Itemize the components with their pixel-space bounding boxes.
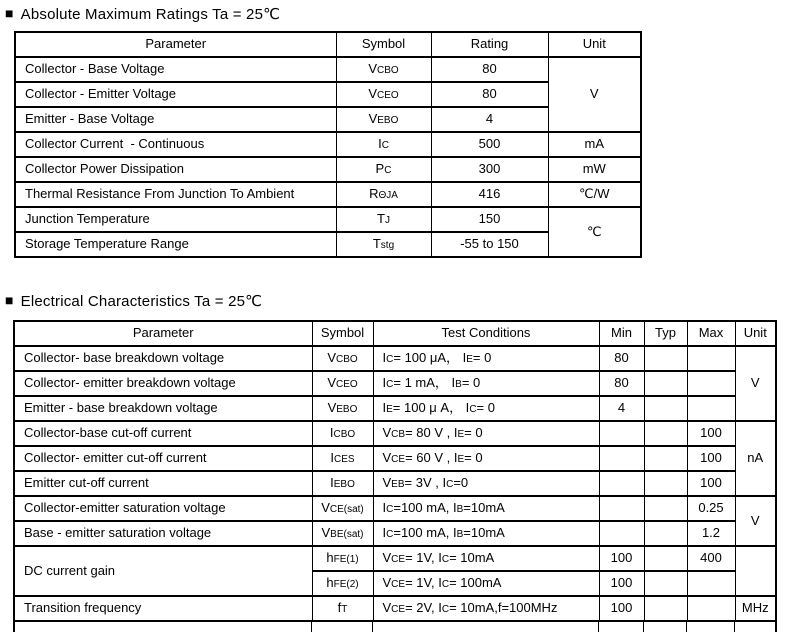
- subscript: C: [446, 479, 454, 491]
- cell-symbol: RΘJA: [336, 182, 431, 207]
- table-continuation-line: [372, 622, 373, 632]
- cell-min: [599, 471, 644, 496]
- cell-parameter: Emitter - base breakdown voltage: [14, 396, 312, 421]
- cell-rating: -55 to 150: [431, 232, 548, 257]
- cell-symbol: hFE(1): [312, 546, 373, 571]
- cell-conditions: VEB= 3V , IC=0: [373, 471, 599, 496]
- cell-parameter: Collector- emitter breakdown voltage: [14, 371, 312, 396]
- subscript: BE(sat): [330, 529, 364, 541]
- cell-symbol: VEBO: [312, 396, 373, 421]
- cell-typ: [644, 571, 687, 596]
- electrical-characteristics-table: [13, 320, 777, 622]
- table-row: [14, 446, 776, 471]
- subscript: C: [386, 354, 394, 366]
- table-continuation-line: [598, 622, 599, 632]
- table-row: [14, 521, 776, 546]
- cell-typ: [644, 546, 687, 571]
- header-row: [15, 32, 641, 57]
- subscript: C: [441, 554, 450, 566]
- table-row: [14, 471, 776, 496]
- subscript: CE: [391, 454, 406, 466]
- cell-unit: [735, 546, 776, 596]
- cell-max: [687, 396, 735, 421]
- subscript: CE(sat): [329, 504, 364, 516]
- cell-min: 4: [599, 396, 644, 421]
- subscript: CBO: [333, 429, 356, 441]
- cell-unit: mW: [548, 157, 641, 182]
- cell-symbol: IC: [336, 132, 431, 157]
- cell-parameter: Storage Temperature Range: [15, 232, 336, 257]
- cell-symbol: fT: [312, 596, 373, 621]
- cell-conditions: IC= 1 mA， IB= 0: [373, 371, 599, 396]
- subscript: C: [441, 579, 450, 591]
- cell-rating: 150: [431, 207, 548, 232]
- subscript: C: [441, 604, 450, 616]
- cell-parameter: Collector-base cut-off current: [14, 421, 312, 446]
- cell-parameter: Collector - Base Voltage: [15, 57, 336, 82]
- cell-min: 80: [599, 346, 644, 371]
- cell-min: [599, 496, 644, 521]
- cell-parameter: Collector Current - Continuous: [15, 132, 336, 157]
- table-continuation-line: [13, 622, 15, 632]
- subscript: CE: [391, 554, 406, 566]
- cell-max: [687, 596, 735, 621]
- abs-max-section-title: [5, 5, 280, 23]
- cell-min: [599, 446, 644, 471]
- col-header-symbol: Symbol: [336, 32, 431, 57]
- table-row: [14, 371, 776, 396]
- cell-unit: ℃/W: [548, 182, 641, 207]
- cell-rating: 500: [431, 132, 548, 157]
- table-continuation-line: [734, 622, 735, 632]
- cell-parameter: Collector- base breakdown voltage: [14, 346, 312, 371]
- cell-symbol: IEBO: [312, 471, 373, 496]
- cell-parameter: Collector Power Dissipation: [15, 157, 336, 182]
- cell-symbol: VCEO: [312, 371, 373, 396]
- subscript: B: [456, 529, 464, 541]
- cell-rating: 80: [431, 82, 548, 107]
- cell-symbol: VBE(sat): [312, 521, 373, 546]
- cell-typ: [644, 346, 687, 371]
- cell-typ: [644, 496, 687, 521]
- cell-typ: [644, 371, 687, 396]
- table-row: [15, 82, 641, 107]
- cell-conditions: VCE= 60 V , IE= 0: [373, 446, 599, 471]
- cell-typ: [644, 396, 687, 421]
- table-row: [14, 396, 776, 421]
- cell-symbol: TJ: [336, 207, 431, 232]
- subscript: C: [386, 379, 394, 391]
- cell-symbol: VCEO: [336, 82, 431, 107]
- cell-max: 100: [687, 446, 735, 471]
- cell-unit: V: [735, 496, 776, 546]
- subscript: stg: [380, 240, 395, 252]
- subscript: C: [381, 140, 389, 152]
- elec-char-section-title: [5, 292, 262, 310]
- section-bullet-icon: ■: [5, 292, 14, 308]
- cell-min: 100: [599, 546, 644, 571]
- cell-parameter: Emitter cut-off current: [14, 471, 312, 496]
- col-header-min: Min: [599, 321, 644, 346]
- subscript: B: [455, 379, 462, 391]
- cell-conditions: VCE= 2V, IC= 10mA,f=100MHz: [373, 596, 599, 621]
- header-row: [14, 321, 776, 346]
- table-row: [15, 57, 641, 82]
- table-continuation-line: [311, 622, 312, 632]
- cell-parameter: DC current gain: [14, 546, 312, 596]
- cell-unit: V: [548, 57, 641, 132]
- cell-min: 100: [599, 596, 644, 621]
- subscript: C: [384, 165, 392, 177]
- col-header-conditions: Test Conditions: [373, 321, 599, 346]
- cell-min: [599, 421, 644, 446]
- table-row: [15, 207, 641, 232]
- cell-conditions: IE= 100 μ A， IC= 0: [373, 396, 599, 421]
- cell-symbol: Tstg: [336, 232, 431, 257]
- subscript: EBO: [336, 404, 358, 416]
- section-bullet-icon: ■: [5, 5, 14, 21]
- subscript: CEO: [377, 90, 399, 102]
- cell-parameter: Emitter - Base Voltage: [15, 107, 336, 132]
- cell-parameter: Thermal Resistance From Junction To Ambient: [15, 182, 336, 207]
- cell-unit: ℃: [548, 207, 641, 257]
- table-row: [15, 132, 641, 157]
- col-header-parameter: Parameter: [15, 32, 336, 57]
- col-header-typ: Typ: [644, 321, 687, 346]
- cell-conditions: VCE= 1V, IC= 100mA: [373, 571, 599, 596]
- subscript: C: [386, 529, 394, 541]
- cell-max: [687, 346, 735, 371]
- table-row: [15, 107, 641, 132]
- cell-min: 100: [599, 571, 644, 596]
- cell-symbol: PC: [336, 157, 431, 182]
- table-row: [14, 546, 776, 571]
- cell-symbol: ICBO: [312, 421, 373, 446]
- subscript: CBO: [377, 65, 399, 77]
- subscript: B: [456, 504, 464, 516]
- subscript: E: [457, 454, 465, 466]
- table-continuation-line: [775, 622, 777, 632]
- cell-typ: [644, 421, 687, 446]
- cell-max: 100: [687, 471, 735, 496]
- subscript: CES: [334, 454, 355, 466]
- subscript: E: [457, 429, 465, 441]
- subscript: J: [384, 215, 390, 227]
- subscript: EBO: [333, 479, 355, 491]
- elec-char-title-text: Electrical Characteristics Ta = 25℃: [20, 293, 263, 310]
- subscript: FE(2): [333, 579, 359, 591]
- cell-symbol: ICES: [312, 446, 373, 471]
- cell-conditions: IC= 100 μA， IE= 0: [373, 346, 599, 371]
- cell-rating: 4: [431, 107, 548, 132]
- cell-max: 1.2: [687, 521, 735, 546]
- subscript: FE(1): [333, 554, 359, 566]
- cell-symbol: hFE(2): [312, 571, 373, 596]
- cell-unit: MHz: [735, 596, 776, 621]
- subscript: E: [466, 354, 473, 366]
- col-header-unit: Unit: [548, 32, 641, 57]
- cell-symbol: VCE(sat): [312, 496, 373, 521]
- cell-parameter: Transition frequency: [14, 596, 312, 621]
- subscript: C: [386, 504, 394, 516]
- cell-typ: [644, 446, 687, 471]
- table-row: [14, 421, 776, 446]
- cell-rating: 300: [431, 157, 548, 182]
- cell-unit: V: [735, 346, 776, 421]
- cell-max: [687, 371, 735, 396]
- cell-unit: nA: [735, 421, 776, 496]
- col-header-parameter: Parameter: [14, 321, 312, 346]
- cell-symbol: VCBO: [312, 346, 373, 371]
- cell-typ: [644, 596, 687, 621]
- table-continuation-line: [686, 622, 687, 632]
- cell-symbol: VEBO: [336, 107, 431, 132]
- abs-max-title-text: Absolute Maximum Ratings Ta = 25℃: [20, 6, 281, 23]
- table-row: [15, 182, 641, 207]
- cell-typ: [644, 471, 687, 496]
- cell-rating: 80: [431, 57, 548, 82]
- table-row: [15, 157, 641, 182]
- cell-max: 0.25: [687, 496, 735, 521]
- cell-symbol: VCBO: [336, 57, 431, 82]
- cell-conditions: VCB= 80 V , IE= 0: [373, 421, 599, 446]
- col-header-symbol: Symbol: [312, 321, 373, 346]
- subscript: C: [469, 404, 477, 416]
- subscript: CE: [391, 579, 406, 591]
- cell-unit: mA: [548, 132, 641, 157]
- cell-typ: [644, 521, 687, 546]
- cell-parameter: Collector- emitter cut-off current: [14, 446, 312, 471]
- subscript: CE: [391, 604, 406, 616]
- subscript: EBO: [377, 115, 399, 127]
- absolute-maximum-ratings-table: [14, 31, 642, 258]
- cell-parameter: Collector - Emitter Voltage: [15, 82, 336, 107]
- cell-max: [687, 571, 735, 596]
- cell-min: [599, 521, 644, 546]
- cell-conditions: IC=100 mA, IB=10mA: [373, 496, 599, 521]
- subscript: CEO: [336, 379, 358, 391]
- subscript: EB: [391, 479, 405, 491]
- table-continuation-line: [643, 622, 644, 632]
- subscript: CBO: [336, 354, 358, 366]
- col-header-unit: Unit: [735, 321, 776, 346]
- cell-min: 80: [599, 371, 644, 396]
- subscript: T: [341, 604, 348, 616]
- table-row: [15, 232, 641, 257]
- cell-conditions: IC=100 mA, IB=10mA: [373, 521, 599, 546]
- cell-parameter: Base - emitter saturation voltage: [14, 521, 312, 546]
- table-row: [14, 346, 776, 371]
- cell-max: 100: [687, 421, 735, 446]
- cell-max: 400: [687, 546, 735, 571]
- table-row: [14, 496, 776, 521]
- subscript: ΘJA: [378, 190, 398, 202]
- table-row: [14, 596, 776, 621]
- cell-parameter: Collector-emitter saturation voltage: [14, 496, 312, 521]
- subscript: CB: [391, 429, 406, 441]
- cell-conditions: VCE= 1V, IC= 10mA: [373, 546, 599, 571]
- cell-parameter: Junction Temperature: [15, 207, 336, 232]
- col-header-max: Max: [687, 321, 735, 346]
- subscript: E: [386, 404, 393, 416]
- cell-rating: 416: [431, 182, 548, 207]
- col-header-rating: Rating: [431, 32, 548, 57]
